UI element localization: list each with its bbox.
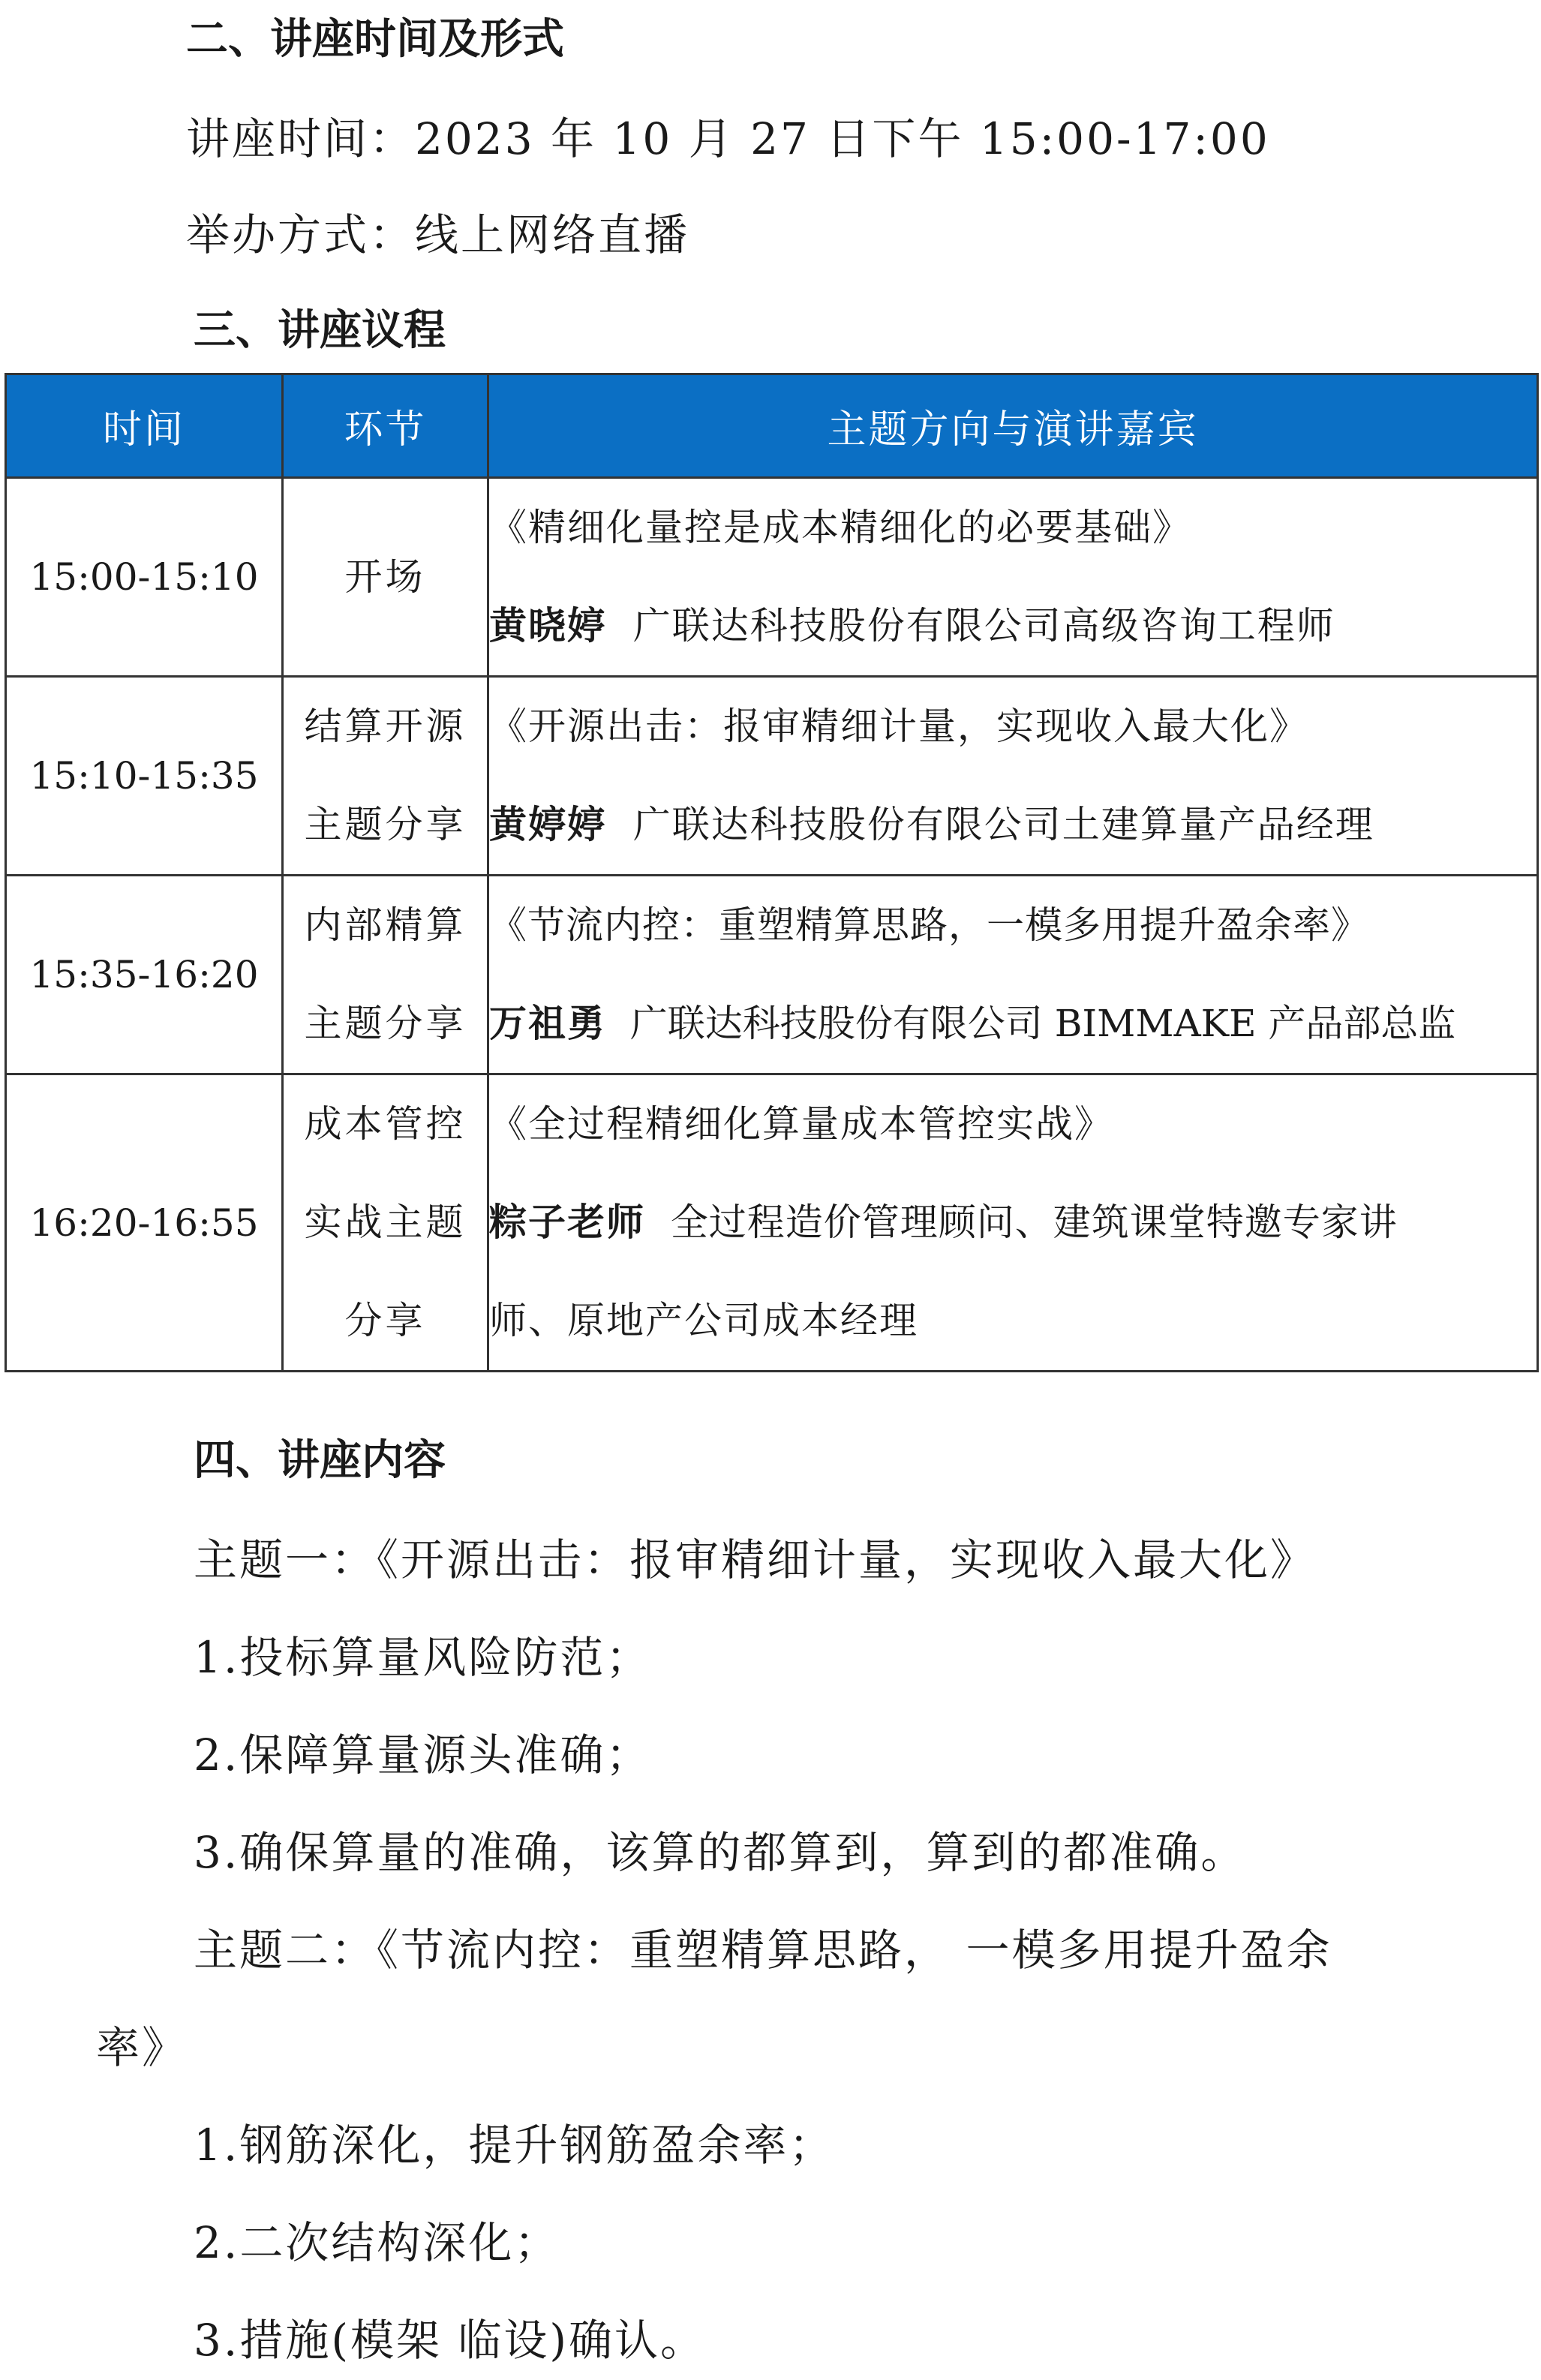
agenda-row [6, 876, 1538, 1074]
topic-title: 《精细化量控是成本精细化的必要基础》 [489, 506, 1191, 549]
agenda-row [6, 677, 1538, 876]
row-session [283, 876, 488, 1074]
topic1-item: 3.确保算量的准确，该算的都算到，算到的都准确。 [194, 1827, 1247, 1878]
session-line: 实战主题 [304, 1201, 467, 1244]
session-line: 主题分享 [304, 1002, 467, 1045]
speaker-title-continued: 师、原地产公司成本经理 [489, 1299, 918, 1342]
row-topic [488, 1074, 1538, 1372]
topic1-item: 2.保障算量源头准确； [194, 1729, 652, 1780]
header-session: 环节 [283, 374, 488, 478]
speaker-line [489, 776, 1536, 874]
row-topic [488, 677, 1538, 876]
speaker-title: 广联达科技股份有限公司土建算量产品经理 [632, 803, 1374, 846]
topic2-item: 3.措施(模架 临设)确认。 [194, 2315, 707, 2366]
header-topic-speaker: 主题方向与演讲嘉宾 [488, 374, 1538, 478]
speaker-name: 粽子老师 [489, 1201, 645, 1244]
topic2-item: 2.二次结构深化； [194, 2217, 560, 2268]
row-time: 15:35-16:20 [6, 876, 283, 1074]
session-line: 成本管控 [304, 1102, 467, 1146]
row-topic [488, 478, 1538, 677]
speaker-line [489, 577, 1536, 675]
speaker-title: 全过程造价管理顾问、建筑课堂特邀专家讲 [670, 1201, 1398, 1244]
session-line: 结算开源 [304, 705, 467, 748]
header-time: 时间 [6, 374, 283, 478]
agenda-row [6, 1074, 1538, 1372]
speaker-line [489, 1173, 1536, 1272]
speaker-title: 广联达科技股份有限公司 BIMMAKE 产品部总监 [629, 1002, 1456, 1045]
speaker-name: 万祖勇 [489, 1002, 606, 1045]
topic2-title-continued: 率》 [96, 2022, 188, 2073]
row-time: 15:10-15:35 [6, 677, 283, 876]
row-time: 15:00-15:10 [6, 478, 283, 677]
topic2-title: 主题二：《节流内控：重塑精算思路， 一模多用提升盈余 [194, 1925, 1332, 1976]
topic2-item: 1.钢筋深化，提升钢筋盈余率； [194, 2120, 835, 2171]
session-line: 内部精算 [304, 903, 467, 947]
session-line: 开场 [344, 554, 426, 599]
topic-title: 《全过程精细化算量成本管控实战》 [489, 1102, 1113, 1146]
speaker-title: 广联达科技股份有限公司高级咨询工程师 [632, 604, 1335, 648]
row-session [283, 677, 488, 876]
topic-title: 《开源出击：报审精细计量，实现收入最大化》 [489, 705, 1308, 748]
lecture-time-line: 讲座时间：2023 年 10 月 27 日下午 15:00-17:00 [186, 113, 1270, 164]
row-session [283, 478, 488, 677]
speaker-line [489, 975, 1536, 1073]
section-heading-content: 四、讲座内容 [194, 1436, 446, 1485]
session-line: 主题分享 [304, 803, 467, 846]
row-topic [488, 876, 1538, 1074]
topic1-item: 1.投标算量风险防范； [194, 1632, 652, 1683]
topic1-title: 主题一：《开源出击：报审精细计量，实现收入最大化》 [194, 1534, 1317, 1585]
agenda-table [5, 373, 1539, 1372]
session-line: 分享 [344, 1299, 426, 1342]
agenda-row [6, 478, 1538, 677]
row-time: 16:20-16:55 [6, 1074, 283, 1372]
speaker-name: 黄晓婷 [489, 604, 606, 648]
topic-title: 《节流内控：重塑精算思路，一模多用提升盈余率》 [489, 903, 1369, 947]
lecture-format-line: 举办方式：线上网络直播 [186, 209, 690, 260]
row-session [283, 1074, 488, 1372]
agenda-header-row [6, 374, 1538, 478]
section-heading-time-format: 二、讲座时间及形式 [186, 15, 564, 64]
speaker-name: 黄婷婷 [489, 803, 606, 846]
section-heading-agenda: 三、讲座议程 [194, 306, 446, 355]
